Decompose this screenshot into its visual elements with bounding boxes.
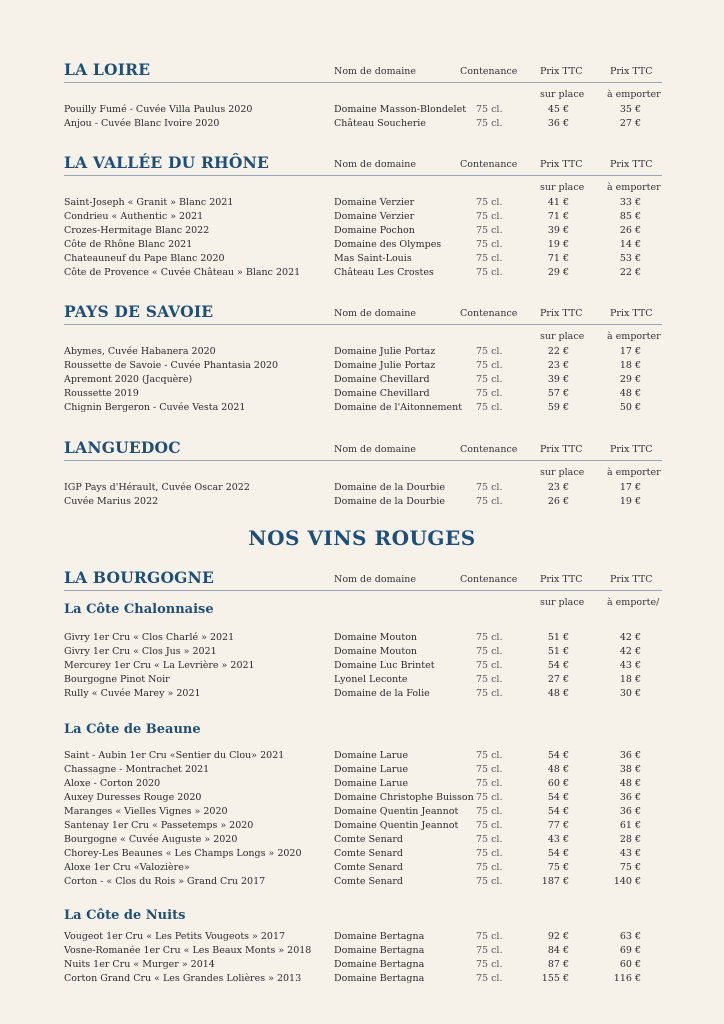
- wine-row: [64, 749, 662, 763]
- wine-domaine: Domaine Bertagna: [334, 931, 425, 942]
- wine-domaine: Comte Senard: [334, 834, 403, 845]
- wine-contenance: 75 cl.: [476, 253, 503, 264]
- wine-contenance: 75 cl.: [476, 632, 503, 643]
- wine-domaine: Domaine Verzier: [334, 211, 415, 222]
- price-sur-place: 36 €: [547, 118, 569, 129]
- wine-name: Abymes, Cuvée Habanera 2020: [64, 346, 216, 357]
- wine-domaine: Domaine Chevillard: [334, 374, 430, 385]
- subsection-title-beaune: La Côte de Beaune: [64, 722, 201, 737]
- col-header-domaine: Nom de domaine: [334, 444, 417, 455]
- wine-domaine: Domaine Quentin Jeannot: [334, 806, 459, 817]
- wine-row: [64, 210, 662, 224]
- price-sur-place: 19 €: [547, 239, 569, 250]
- price-a-emporter: 30 €: [619, 688, 641, 699]
- wine-row: [64, 196, 662, 210]
- price-sur-place: 43 €: [547, 834, 569, 845]
- wine-row: [64, 805, 662, 819]
- wine-name: Saint-Joseph « Granit » Blanc 2021: [64, 197, 234, 208]
- price-sur-place: 51 €: [547, 646, 569, 657]
- price-sur-place: 155 €: [541, 973, 569, 984]
- price-a-emporter: 48 €: [619, 778, 641, 789]
- wine-name: Pouilly Fumé - Cuvée Villa Paulus 2020: [64, 104, 253, 115]
- wine-name: Vougeot 1er Cru « Les Petits Vougeots » 2017: [64, 931, 286, 942]
- col-header-prix: Prix TTC: [610, 159, 653, 170]
- wine-domaine: Château Les Crostes: [334, 267, 434, 278]
- col-header-prix: Prix TTC: [540, 574, 583, 585]
- wine-domaine: Domaine des Olympes: [334, 239, 442, 250]
- price-a-emporter: 36 €: [619, 750, 641, 761]
- price-a-emporter: 33 €: [619, 197, 641, 208]
- wine-name: Côte de Provence « Cuvée Château » Blanc 2021: [64, 267, 301, 278]
- section-rhone: [64, 149, 662, 280]
- wine-contenance: 75 cl.: [476, 346, 503, 357]
- col-header-a-emporter: à emporte/: [607, 597, 660, 608]
- wine-contenance: 75 cl.: [476, 945, 503, 956]
- wine-domaine: Domaine Bertagna: [334, 959, 425, 970]
- wine-contenance: 75 cl.: [476, 688, 503, 699]
- wine-contenance: 75 cl.: [476, 239, 503, 250]
- wine-contenance: 75 cl.: [476, 764, 503, 775]
- wine-name: Santenay 1er Cru « Passetemps » 2020: [64, 820, 254, 831]
- wine-name: Givry 1er Cru « Clos Charlé » 2021: [64, 632, 235, 643]
- wine-name: Anjou - Cuvée Blanc Ivoire 2020: [64, 118, 220, 129]
- wine-contenance: 75 cl.: [476, 104, 503, 115]
- wine-contenance: 75 cl.: [476, 482, 503, 493]
- col-header-prix: Prix TTC: [610, 66, 653, 77]
- wine-row: [64, 930, 662, 944]
- col-header-prix: Prix TTC: [540, 444, 583, 455]
- price-a-emporter: 85 €: [619, 211, 641, 222]
- wine-domaine: Comte Senard: [334, 876, 403, 887]
- wine-name: Bourgogne « Cuvée Auguste » 2020: [64, 834, 238, 845]
- wine-contenance: 75 cl.: [476, 660, 503, 671]
- price-a-emporter: 36 €: [619, 806, 641, 817]
- price-sur-place: 87 €: [547, 959, 569, 970]
- wine-row: [64, 875, 662, 889]
- section-title: LANGUEDOC: [64, 438, 181, 457]
- price-sur-place: 48 €: [547, 764, 569, 775]
- wine-name: Chateauneuf du Pape Blanc 2020: [64, 253, 225, 264]
- wine-contenance: 75 cl.: [476, 792, 503, 803]
- price-sur-place: 54 €: [547, 806, 569, 817]
- wine-name: Corton Grand Cru « Les Grandes Lolières » 2013: [64, 973, 302, 984]
- wine-contenance: 75 cl.: [476, 225, 503, 236]
- wine-name: Saint - Aubin 1er Cru «Sentier du Clou» 2021: [64, 750, 285, 761]
- price-sur-place: 22 €: [547, 346, 569, 357]
- section-languedoc: [64, 434, 662, 509]
- wine-list: [64, 481, 662, 509]
- price-subheader: [64, 461, 662, 481]
- wine-name: Aloxe 1er Cru «Valozière»: [64, 862, 190, 873]
- wine-row: [64, 401, 662, 415]
- col-header-sur-place: sur place: [540, 331, 585, 342]
- col-header-a-emporter: à emporter: [607, 182, 661, 193]
- wine-contenance: 75 cl.: [476, 402, 503, 413]
- wine-name: Condrieu « Authentic » 2021: [64, 211, 204, 222]
- wine-contenance: 75 cl.: [476, 360, 503, 371]
- wine-row: [64, 777, 662, 791]
- price-subheader: [64, 83, 662, 103]
- wine-list: [64, 930, 662, 986]
- price-a-emporter: 50 €: [619, 402, 641, 413]
- section-title: PAYS DE SAVOIE: [64, 302, 214, 321]
- price-subheader: [64, 591, 662, 608]
- wine-name: Nuits 1er Cru « Murger » 2014: [64, 959, 215, 970]
- price-sur-place: 39 €: [547, 374, 569, 385]
- wine-row: [64, 645, 662, 659]
- price-sur-place: 71 €: [547, 253, 569, 264]
- col-header-prix: Prix TTC: [610, 574, 653, 585]
- wine-contenance: 75 cl.: [476, 806, 503, 817]
- wine-name: Bourgogne Pinot Noir: [64, 674, 170, 685]
- wine-domaine: Domaine Quentin Jeannot: [334, 820, 459, 831]
- price-sur-place: 23 €: [547, 360, 569, 371]
- wine-name: Chorey-Les Beaunes « Les Champs Longs » 2020: [64, 848, 302, 859]
- wine-contenance: 75 cl.: [476, 197, 503, 208]
- price-a-emporter: 22 €: [619, 267, 641, 278]
- wine-name: Côte de Rhône Blanc 2021: [64, 239, 193, 250]
- price-a-emporter: 28 €: [619, 834, 641, 845]
- wine-name: Corton - « Clos du Rois » Grand Cru 2017: [64, 876, 266, 887]
- price-a-emporter: 116 €: [613, 973, 641, 984]
- subsection-title-chalonnaise: La Côte Chalonnaise: [64, 602, 214, 617]
- wine-row: [64, 345, 662, 359]
- wine-contenance: 75 cl.: [476, 959, 503, 970]
- wine-row: [64, 972, 662, 986]
- wine-domaine: Domaine de la Dourbie: [334, 496, 445, 507]
- wine-row: [64, 238, 662, 252]
- price-a-emporter: 17 €: [619, 346, 641, 357]
- price-a-emporter: 18 €: [619, 674, 641, 685]
- wine-name: Maranges « Vielles Vignes » 2020: [64, 806, 228, 817]
- price-sur-place: 48 €: [547, 688, 569, 699]
- price-a-emporter: 18 €: [619, 360, 641, 371]
- wine-row: [64, 791, 662, 805]
- col-header-sur-place: sur place: [540, 89, 585, 100]
- wine-row: [64, 958, 662, 972]
- wine-contenance: 75 cl.: [476, 118, 503, 129]
- rouges-title: NOS VINS ROUGES: [248, 526, 476, 550]
- wine-contenance: 75 cl.: [476, 674, 503, 685]
- wine-name: Rully « Cuvée Marey » 2021: [64, 688, 201, 699]
- wine-domaine: Comte Senard: [334, 862, 403, 873]
- wine-row: [64, 224, 662, 238]
- col-header-contenance: Contenance: [460, 66, 518, 77]
- wine-row: [64, 631, 662, 645]
- col-header-sur-place: sur place: [540, 182, 585, 193]
- wine-name: Vosne-Romanée 1er Cru « Les Beaux Monts » 2018: [64, 945, 312, 956]
- wine-row: [64, 387, 662, 401]
- section-header: [64, 564, 662, 591]
- wine-list: [64, 749, 662, 889]
- col-header-contenance: Contenance: [460, 444, 518, 455]
- wine-domaine: Domaine Christophe Buisson: [334, 792, 474, 803]
- wine-row: [64, 659, 662, 673]
- wine-domaine: Mas Saint-Louis: [334, 253, 412, 264]
- wine-domaine: Domaine de la Folie: [334, 688, 430, 699]
- wine-domaine: Domaine Bertagna: [334, 945, 425, 956]
- wine-contenance: 75 cl.: [476, 931, 503, 942]
- col-header-prix: Prix TTC: [540, 308, 583, 319]
- price-sur-place: 54 €: [547, 750, 569, 761]
- section-header: [64, 149, 662, 176]
- price-sur-place: 59 €: [547, 402, 569, 413]
- price-sur-place: 57 €: [547, 388, 569, 399]
- wine-contenance: 75 cl.: [476, 834, 503, 845]
- price-sur-place: 75 €: [547, 862, 569, 873]
- wine-row: [64, 763, 662, 777]
- col-header-sur-place: sur place: [540, 467, 585, 478]
- price-a-emporter: 26 €: [619, 225, 641, 236]
- price-a-emporter: 75 €: [619, 862, 641, 873]
- col-header-a-emporter: à emporter: [607, 89, 661, 100]
- price-a-emporter: 53 €: [619, 253, 641, 264]
- wine-domaine: Domaine Larue: [334, 778, 409, 789]
- price-a-emporter: 36 €: [619, 792, 641, 803]
- price-sur-place: 54 €: [547, 848, 569, 859]
- wine-domaine: Domaine Verzier: [334, 197, 415, 208]
- col-header-domaine: Nom de domaine: [334, 574, 417, 585]
- wine-name: IGP Pays d'Hérault, Cuvée Oscar 2022: [64, 482, 250, 493]
- col-header-contenance: Contenance: [460, 574, 518, 585]
- price-a-emporter: 35 €: [619, 104, 641, 115]
- wine-name: Aloxe - Corton 2020: [64, 778, 161, 789]
- wine-list: [64, 103, 662, 131]
- wine-domaine: Domaine Mouton: [334, 632, 418, 643]
- wine-row: [64, 495, 662, 509]
- price-a-emporter: 43 €: [619, 660, 641, 671]
- price-a-emporter: 42 €: [619, 646, 641, 657]
- section-header: [64, 298, 662, 325]
- wine-row: [64, 833, 662, 847]
- wine-row: [64, 373, 662, 387]
- price-sur-place: 45 €: [547, 104, 569, 115]
- wine-row: [64, 103, 662, 117]
- col-header-domaine: Nom de domaine: [334, 308, 417, 319]
- wine-row: [64, 944, 662, 958]
- price-sur-place: 71 €: [547, 211, 569, 222]
- section-bourgogne: [64, 564, 662, 986]
- section-title: LA VALLÉE DU RHÔNE: [64, 153, 269, 172]
- wine-name: Cuvée Marius 2022: [64, 496, 159, 507]
- price-sur-place: 39 €: [547, 225, 569, 236]
- wine-domaine: Lyonel Leconte: [334, 674, 408, 685]
- wine-domaine: Domaine Julie Portaz: [334, 360, 436, 371]
- price-a-emporter: 43 €: [619, 848, 641, 859]
- wine-name: Mercurey 1er Cru « La Levrière » 2021: [64, 660, 255, 671]
- wine-contenance: 75 cl.: [476, 267, 503, 278]
- wine-domaine: Château Soucherie: [334, 118, 426, 129]
- wine-name: Roussette 2019: [64, 388, 139, 399]
- wine-name: Auxey Duresses Rouge 2020: [64, 792, 202, 803]
- wine-domaine: Domaine Larue: [334, 750, 409, 761]
- price-a-emporter: 14 €: [619, 239, 641, 250]
- wine-row: [64, 266, 662, 280]
- price-sur-place: 92 €: [547, 931, 569, 942]
- wine-contenance: 75 cl.: [476, 374, 503, 385]
- wine-row: [64, 687, 662, 701]
- wine-domaine: Domaine Luc Brintet: [334, 660, 435, 671]
- price-a-emporter: 38 €: [619, 764, 641, 775]
- wine-name: Roussette de Savoie - Cuvée Phantasia 2020: [64, 360, 279, 371]
- col-header-prix: Prix TTC: [610, 444, 653, 455]
- wine-domaine: Domaine Larue: [334, 764, 409, 775]
- wine-domaine: Domaine Masson-Blondelet: [334, 104, 467, 115]
- wine-contenance: 75 cl.: [476, 646, 503, 657]
- section-header: [64, 56, 662, 83]
- section-loire: [64, 56, 662, 131]
- price-sur-place: 54 €: [547, 792, 569, 803]
- wine-name: Givry 1er Cru « Clos Jus » 2021: [64, 646, 217, 657]
- section-savoie: [64, 298, 662, 415]
- price-a-emporter: 42 €: [619, 632, 641, 643]
- price-subheader: [64, 176, 662, 196]
- col-header-sur-place: sur place: [540, 597, 585, 608]
- wine-name: Chassagne - Montrachet 2021: [64, 764, 210, 775]
- wine-list: [64, 631, 662, 701]
- wine-list: [64, 196, 662, 280]
- price-sur-place: 26 €: [547, 496, 569, 507]
- wine-domaine: Comte Senard: [334, 848, 403, 859]
- section-title: LA BOURGOGNE: [64, 568, 214, 587]
- col-header-prix: Prix TTC: [540, 159, 583, 170]
- wine-domaine: Domaine Bertagna: [334, 973, 425, 984]
- price-sur-place: 77 €: [547, 820, 569, 831]
- price-sur-place: 41 €: [547, 197, 569, 208]
- wine-contenance: 75 cl.: [476, 778, 503, 789]
- wine-row: [64, 359, 662, 373]
- col-header-contenance: Contenance: [460, 308, 518, 319]
- price-sur-place: 23 €: [547, 482, 569, 493]
- price-a-emporter: 19 €: [619, 496, 641, 507]
- price-a-emporter: 27 €: [619, 118, 641, 129]
- wine-contenance: 75 cl.: [476, 862, 503, 873]
- price-a-emporter: 69 €: [619, 945, 641, 956]
- wine-domaine: Domaine Mouton: [334, 646, 418, 657]
- price-sur-place: 60 €: [547, 778, 569, 789]
- col-header-a-emporter: à emporter: [607, 331, 661, 342]
- wine-contenance: 75 cl.: [476, 211, 503, 222]
- wine-domaine: Domaine de l'Aitonnement: [334, 402, 463, 413]
- price-a-emporter: 63 €: [619, 931, 641, 942]
- wine-contenance: 75 cl.: [476, 973, 503, 984]
- col-header-domaine: Nom de domaine: [334, 159, 417, 170]
- wine-contenance: 75 cl.: [476, 820, 503, 831]
- wine-name: Crozes-Hermitage Blanc 2022: [64, 225, 210, 236]
- wine-name: Apremont 2020 (Jacquère): [64, 374, 193, 385]
- wine-row: [64, 481, 662, 495]
- price-a-emporter: 60 €: [619, 959, 641, 970]
- price-a-emporter: 29 €: [619, 374, 641, 385]
- col-header-contenance: Contenance: [460, 159, 518, 170]
- col-header-domaine: Nom de domaine: [334, 66, 417, 77]
- wine-domaine: Domaine Julie Portaz: [334, 346, 436, 357]
- col-header-prix: Prix TTC: [610, 308, 653, 319]
- wine-row: [64, 847, 662, 861]
- section-header: [64, 434, 662, 461]
- price-a-emporter: 48 €: [619, 388, 641, 399]
- wine-row: [64, 819, 662, 833]
- price-sur-place: 27 €: [547, 674, 569, 685]
- price-a-emporter: 61 €: [619, 820, 641, 831]
- col-header-prix: Prix TTC: [540, 66, 583, 77]
- wine-row: [64, 117, 662, 131]
- section-title: LA LOIRE: [64, 60, 151, 79]
- subsection-title-nuits: La Côte de Nuits: [64, 908, 186, 923]
- wine-domaine: Domaine Chevillard: [334, 388, 430, 399]
- wine-contenance: 75 cl.: [476, 750, 503, 761]
- wine-domaine: Domaine Pochon: [334, 225, 415, 236]
- wine-name: Chignin Bergeron - Cuvée Vesta 2021: [64, 402, 246, 413]
- wine-contenance: 75 cl.: [476, 876, 503, 887]
- price-sur-place: 187 €: [541, 876, 569, 887]
- price-sur-place: 29 €: [547, 267, 569, 278]
- price-a-emporter: 17 €: [619, 482, 641, 493]
- price-sur-place: 51 €: [547, 632, 569, 643]
- price-a-emporter: 140 €: [613, 876, 641, 887]
- wine-list: [64, 345, 662, 415]
- price-subheader: [64, 325, 662, 345]
- wine-domaine: Domaine de la Dourbie: [334, 482, 445, 493]
- price-sur-place: 84 €: [547, 945, 569, 956]
- col-header-a-emporter: à emporter: [607, 467, 661, 478]
- wine-contenance: 75 cl.: [476, 848, 503, 859]
- wine-contenance: 75 cl.: [476, 388, 503, 399]
- wine-row: [64, 673, 662, 687]
- wine-row: [64, 252, 662, 266]
- wine-row: [64, 861, 662, 875]
- wine-contenance: 75 cl.: [476, 496, 503, 507]
- price-sur-place: 54 €: [547, 660, 569, 671]
